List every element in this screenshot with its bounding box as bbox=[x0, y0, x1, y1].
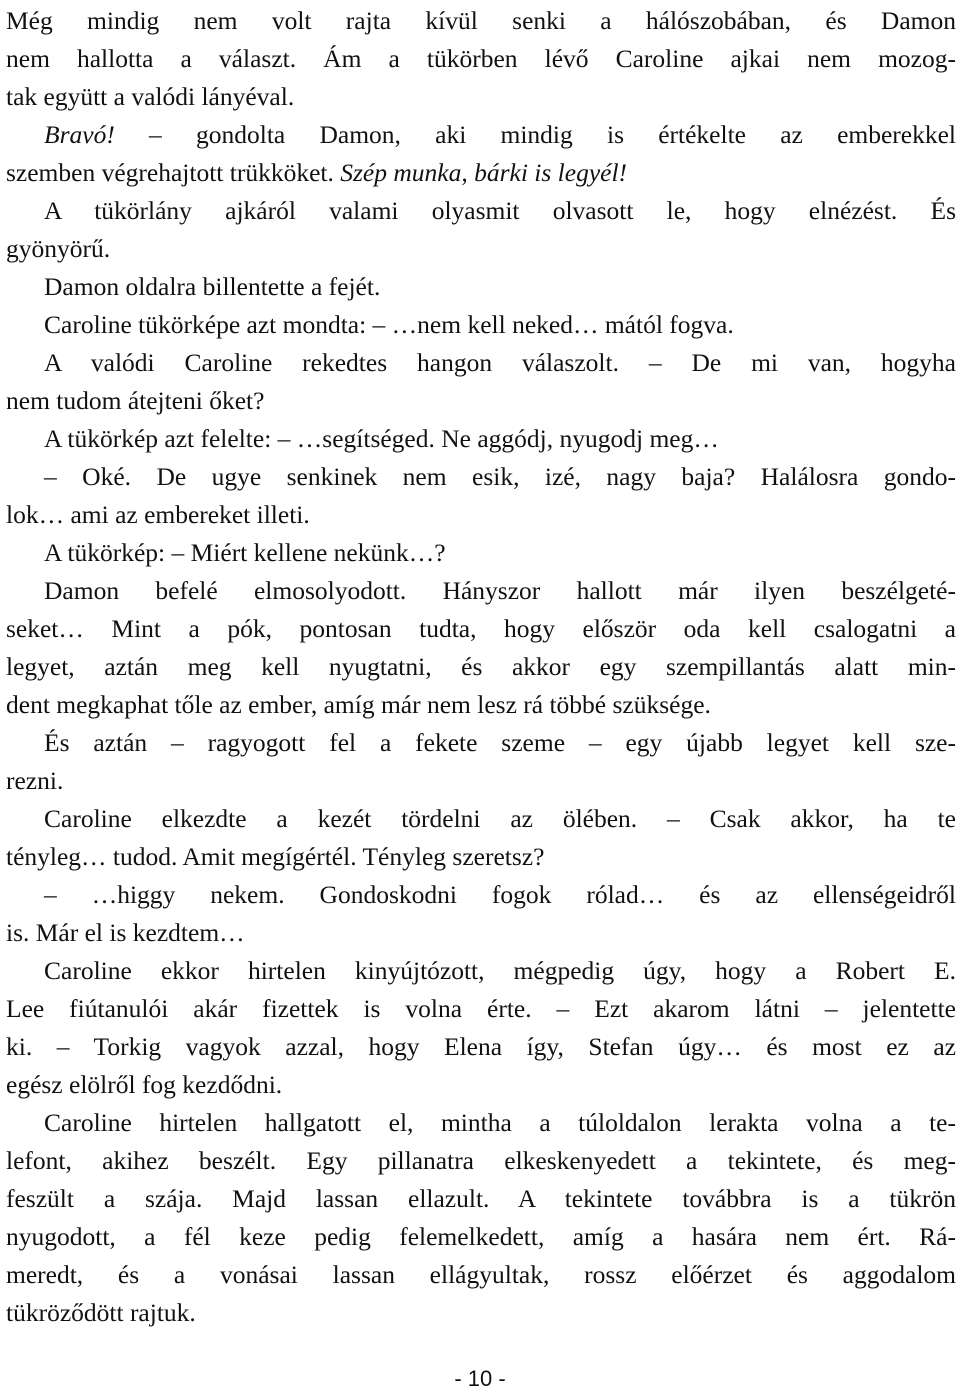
page-number: - 10 - bbox=[454, 1366, 506, 1391]
text-line: lefont, akihez beszélt. Egy pillanatra elkeskenyedett a tekintete, és meg- bbox=[6, 1146, 956, 1175]
text-line: nyugodott, a fél keze pedig felemelkedett, amíg a hasára nem ért. Rá- bbox=[6, 1222, 956, 1251]
text-line: A valódi Caroline rekedtes hangon válaszolt. – De mi van, hogyha bbox=[44, 348, 956, 377]
text-line: dent megkaphat tőle az ember, amíg már nem lesz rá többé szüksége. bbox=[6, 690, 711, 719]
text-line: tényleg… tudod. Amit megígértél. Tényleg szeretsz? bbox=[6, 842, 545, 871]
text-line: nem hallotta a választ. Ám a tükörben lévő Caroline ajkai nem mozog- bbox=[6, 44, 956, 73]
text-line: Damon oldalra billentette a fejét. bbox=[44, 272, 381, 301]
text-line: nem tudom átejteni őket? bbox=[6, 386, 265, 415]
text-line: feszült a szája. Majd lassan ellazult. A tekintete továbbra is a tükrön bbox=[6, 1184, 956, 1213]
text-line: Caroline tükörképe azt mondta: – …nem kell neked… mától fogva. bbox=[44, 310, 734, 339]
text-line: – Oké. De ugye senkinek nem esik, izé, nagy baja? Halálosra gondo- bbox=[44, 462, 956, 491]
text-line: – …higgy nekem. Gondoskodni fogok rólad… és az ellenségeidről bbox=[44, 880, 956, 909]
italic-thought: Bravó! bbox=[44, 120, 115, 149]
text-line: Lee fiútanulói akár fizettek is volna érte. – Ezt akarom látni – jelentette bbox=[6, 994, 956, 1023]
text-line: tak együtt a valódi lányéval. bbox=[6, 82, 295, 111]
text-line: egész elölről fog kezdődni. bbox=[6, 1070, 283, 1099]
text-line: És aztán – ragyogott fel a fekete szeme – egy újabb legyet kell sze- bbox=[44, 728, 956, 757]
text-line: Caroline ekkor hirtelen kinyújtózott, mégpedig úgy, hogy a Robert E. bbox=[44, 956, 956, 985]
text-line: is. Már el is kezdtem… bbox=[6, 918, 245, 947]
text-line: ki. – Torkig vagyok azzal, hogy Elena így, Stefan úgy… és most ez az bbox=[6, 1032, 956, 1061]
text-line: seket… Mint a pók, pontosan tudta, hogy először oda kell csalogatni a bbox=[6, 614, 956, 643]
text-line: legyet, aztán meg kell nyugtatni, és akkor egy szempillantás alatt min- bbox=[6, 652, 956, 681]
text-line: Még mindig nem volt rajta kívül senki a hálószobában, és Damon bbox=[6, 6, 956, 35]
text-line: Bravó! – gondolta Damon, aki mindig is értékelte az emberekkel bbox=[44, 120, 956, 149]
text-line: szemben végrehajtott trükköket. Szép munka, bárki is legyél! bbox=[6, 158, 628, 187]
text-line: tükröződött rajtuk. bbox=[6, 1298, 196, 1327]
text-line: lok… ami az embereket illeti. bbox=[6, 500, 310, 529]
italic-thought: Szép munka, bárki is legyél! bbox=[340, 158, 628, 187]
text-line: Damon befelé elmosolyodott. Hányszor hallott már ilyen beszélgeté- bbox=[44, 576, 956, 605]
text-line: Caroline hirtelen hallgatott el, mintha a túloldalon lerakta volna a te- bbox=[44, 1108, 956, 1137]
text-line: meredt, és a vonásai lassan ellágyultak, rossz előérzet és aggodalom bbox=[6, 1260, 956, 1289]
text-line: gyönyörű. bbox=[6, 234, 111, 263]
text-line: A tükörkép azt felelte: – …segítséged. Ne aggódj, nyugodj meg… bbox=[44, 424, 719, 453]
text-line: A tükörlány ajkáról valami olyasmit olvasott le, hogy elnézést. És bbox=[44, 196, 956, 225]
text-line: A tükörkép: – Miért kellene nekünk…? bbox=[44, 538, 446, 567]
text-line: rezni. bbox=[6, 766, 64, 795]
text-line: Caroline elkezdte a kezét tördelni az ölében. – Csak akkor, ha te bbox=[44, 804, 956, 833]
